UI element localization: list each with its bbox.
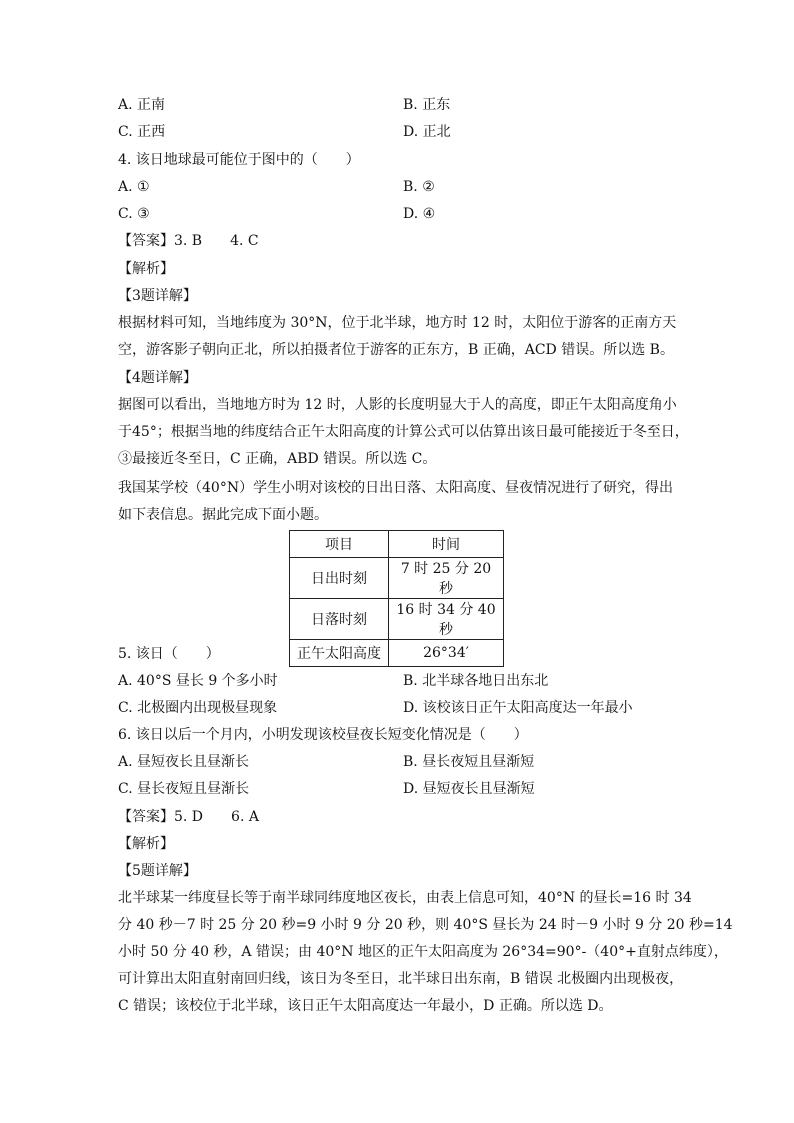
detail-4-line: 于45°；根据当地的纬度结合正午太阳高度的计算公式可以估算出该日最可能接近于冬至日， (118, 424, 689, 440)
detail-4-heading: 【4题详解】 (118, 370, 197, 386)
intro-text (118, 475, 678, 529)
q4-option-b: B. ② (403, 179, 435, 195)
q3-option-c: C. 正西 (118, 124, 166, 140)
table-cell: 日出时刻 (290, 558, 389, 599)
detail-3-text (118, 310, 678, 364)
analysis-heading-1: 【解析】 (118, 261, 174, 277)
q3-option-d: D. 正北 (403, 124, 451, 140)
table-header: 时间 (389, 531, 504, 558)
q6-option-c: C. 昼长夜短且昼渐长 (118, 781, 250, 797)
q6-option-b: B. 昼长夜短且昼渐短 (403, 754, 535, 770)
q5-stem: 5. 该日（ ） (118, 646, 220, 662)
q4-option-a: A. ① (118, 179, 150, 195)
detail-5-heading: 【5题详解】 (118, 863, 197, 879)
detail-4-line: 据图可以看出，当地地方时为 12 时，人影的长度明显大于人的高度，即正午太阳高度角小 (118, 397, 677, 413)
intro-line: 我国某学校（40°N）学生小明对该校的日出日落、太阳高度、昼夜情况进行了研究，得出 (118, 480, 674, 496)
table-cell: 16 时 34 分 40 秒 (389, 599, 504, 640)
table-cell: 7 时 25 分 20 秒 (389, 558, 504, 599)
q4-stem: 4. 该日地球最可能位于图中的（ ） (118, 152, 360, 168)
detail-5-line: 分 40 秒－7 时 25 分 20 秒=9 小时 9 分 20 秒，则 40°S 昼长为 24 时－9 小时 9 分 20 秒=14 (118, 917, 733, 933)
q6-stem: 6. 该日以后一个月内，小明发现该校昼夜长短变化情况是（ ） (118, 727, 528, 743)
detail-3-heading: 【3题详解】 (118, 288, 197, 304)
q5-option-c: C. 北极圈内出现极昼现象 (118, 700, 278, 716)
detail-5-line: C 错误；该校位于北半球，该日正午太阳高度达一年最小，D 正确。所以选 D。 (118, 998, 613, 1014)
q5-option-a: A. 40°S 昼长 9 个多小时 (118, 673, 278, 689)
detail-4-line: ③最接近冬至日，C 正确，ABD 错误。所以选 C。 (118, 451, 437, 467)
table-header: 项目 (290, 531, 389, 558)
table-row (290, 640, 504, 667)
table-header-row (290, 531, 504, 558)
q6-option-a: A. 昼短夜长且昼渐长 (118, 754, 250, 770)
q6-option-d: D. 昼短夜长且昼渐短 (403, 781, 535, 797)
q3-option-b: B. 正东 (403, 97, 451, 113)
intro-line: 如下表信息。据此完成下面小题。 (118, 507, 328, 523)
detail-4-text (118, 392, 689, 473)
detail-5-text (118, 885, 733, 1020)
table-cell: 正午太阳高度 (290, 640, 389, 667)
detail-5-line: 可计算出太阳直射南回归线，该日为冬至日，北半球日出东南，B 错误 北极圈内出现极夜， (118, 971, 684, 987)
table-cell: 日落时刻 (290, 599, 389, 640)
detail-5-line: 小时 50 分 40 秒，A 错误；由 40°N 地区的正午太阳高度为 26°34=90°-（40°+直射点纬度）， (118, 944, 728, 960)
table-row (290, 558, 504, 599)
table-cell: 26°34′ (389, 640, 504, 667)
detail-3-line: 根据材料可知，当地纬度为 30°N，位于北半球，地方时 12 时，太阳位于游客的正南方天 (118, 315, 677, 331)
q4-option-d: D. ④ (403, 206, 436, 222)
q3-option-a: A. 正南 (118, 97, 166, 113)
answer-5-6: 【答案】5. D 6. A (118, 809, 259, 825)
sun-data-table (289, 530, 504, 667)
q4-option-c: C. ③ (118, 206, 150, 222)
table-row (290, 599, 504, 640)
detail-3-line: 空，游客影子朝向正北，所以拍摄者位于游客的正东方，B 正确，ACD 错误。所以选 B。 (118, 342, 674, 358)
detail-5-line: 北半球某一纬度昼长等于南半球同纬度地区夜长，由表上信息可知，40°N 的昼长=16 时 34 (118, 890, 692, 906)
answer-3-4: 【答案】3. B 4. C (118, 233, 259, 249)
q5-option-d: D. 该校该日正午太阳高度达一年最小 (403, 700, 633, 716)
q5-option-b: B. 北半球各地日出东北 (403, 673, 549, 689)
analysis-heading-2: 【解析】 (118, 836, 174, 852)
